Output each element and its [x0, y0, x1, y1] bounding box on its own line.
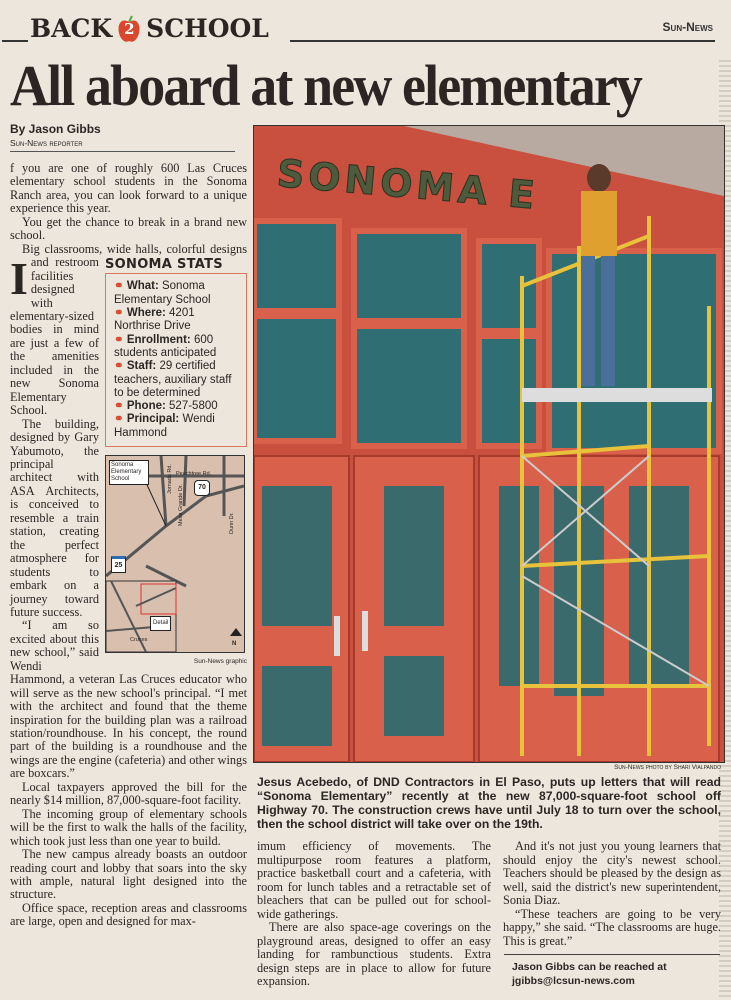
apple-bullet-icon: ⚭ [114, 360, 124, 373]
stats-value: Sonoma Elementary School [114, 280, 211, 306]
paragraph: “These teachers are going to be very happy,” she said. “The classrooms are huge. This is great.” [503, 906, 721, 948]
paragraph: Big classrooms, wide halls, colorful designs and restroom facilities designed with elementary-sized bodies in mind are just a few of the amenities included in the new Sonoma Elementary School. [10, 241, 247, 418]
photo-sign-text: SONOMA E [275, 151, 541, 218]
headline: All aboard at new elementary [10, 53, 642, 118]
apple-bullet-icon: ⚭ [114, 307, 124, 320]
photo-caption: Jesus Acebedo, of DND Contractors in El Paso, puts up letters that will read “Sonoma Elementary” recently at the new 87,000-square-foot school off Highway 70. The construction crews have until July 18 to turn over the school, then the school district will take over on the 19th. [257, 775, 721, 831]
header-rule [2, 40, 28, 42]
newspaper-name: Sun-News [662, 20, 713, 34]
apple-bullet-icon: ⚭ [114, 280, 124, 293]
map-road-label: Peachtree Rd. [176, 471, 212, 478]
end-rule [504, 954, 720, 955]
stats-label: Phone: [126, 400, 166, 413]
stats-item [114, 413, 240, 440]
byline-author: By Jason Gibbs [10, 122, 101, 136]
stats-item [114, 360, 240, 400]
apple-bullet-icon: ⚭ [114, 333, 124, 346]
sidebar [105, 258, 247, 672]
map-road-jornada-label: Jornada Rd. [167, 464, 173, 495]
stats-label: Principal: [126, 413, 180, 426]
paragraph: And it's not just you young learners that should enjoy the city's newest school. Teachers should be pleased by the design as well, said the district's new superintendent, Sonia Diaz. [503, 839, 721, 907]
kicker-school: SCHOOL [146, 14, 269, 43]
stats-label: What: [126, 280, 159, 293]
drop-cap: I [10, 253, 28, 304]
stats-label: Enrollment: [126, 333, 191, 346]
stats-item [114, 400, 240, 413]
paragraph: You get the chance to break in a brand new school. [10, 214, 247, 243]
photo [253, 125, 725, 763]
map-detail-label: Detail [150, 616, 171, 631]
paragraph: imum efficiency of movements. The multipurpose room features a platform, practice basketball court and a cafeteria, with room for lunch tables and a retractable set of bleachers that can be pulled out for school-wide gatherings. [257, 839, 491, 921]
paragraph: “I am so excited about this new school,” said Wendi Hammond, a veteran Las Cruces educator who will serve as the new school's principal. “I met with the architect and found that the theme inspiration for the building plan was a railroad station/roundhouse. In his concept, the round part of the building is a roundhouse and the wings are the engine (cafeteria) and other wings are boxcars.” [10, 618, 247, 781]
paragraph: f you are one of roughly 600 Las Cruces elementary school students in the Sonoma Ranch area, you can look forward to a unique experience this year. [10, 161, 247, 216]
stats-box [105, 273, 247, 447]
stats-label: Where: [126, 307, 166, 320]
apple-icon [117, 15, 141, 43]
byline-rule [10, 151, 235, 152]
apple-bullet-icon: ⚭ [114, 400, 124, 413]
stats-title: SONOMA STATS [105, 257, 223, 272]
article-column-1 [10, 162, 247, 929]
map-interstate-25: 25 [111, 556, 126, 573]
section-kicker [30, 14, 269, 43]
kicker-back: BACK [30, 14, 113, 43]
stats-value: 600 students anticipated [114, 333, 217, 359]
author-contact: Jason Gibbs can be reached at jgibbs@lcsun-news.com [512, 961, 667, 987]
map-school-label: Sonoma Elementary School [109, 460, 149, 485]
paragraph: There are also space-age coverings on the playground areas, designed to offer an easy landing for rambunctious students. Extra design steps are in place to allow for future expansion. [257, 920, 491, 988]
apple-bullet-icon: ⚭ [114, 413, 124, 426]
paragraph: The incoming group of elementary schools will be the first to walk the halls of the facility, which took just less than one year to build. [10, 806, 247, 848]
map-credit: Sun-News graphic [193, 658, 247, 666]
map-city-label: Cruces [130, 637, 148, 644]
stats-value: Wendi Hammond [114, 413, 215, 439]
paragraph: The building, designed by Gary Yabumoto, the principal architect with ASA Architects, is conceived to resemble a train station, creating the perfect atmosphere for students to embark on a journey toward future success. [10, 416, 99, 619]
north-arrow-label: N [232, 641, 237, 648]
byline-role: Sun-News reporter [10, 138, 83, 148]
header-rule [290, 40, 715, 42]
paragraph: The new campus already boasts an outdoor reading court and lobby that soars into the sky with ample, natural light designed into the structure. [10, 847, 247, 902]
stats-value: 527-5800 [169, 400, 218, 413]
photo-credit: Sun-News photo by Shari Vialpando [614, 764, 721, 771]
article-column-3 [503, 840, 721, 948]
paragraph: Local taxpayers approved the bill for the nearly $14 million, 87,000-square-foot facility. [10, 779, 247, 808]
apple-badge-number: 2 [124, 19, 135, 38]
map-highway-70: 70 [194, 480, 210, 496]
stats-item [114, 280, 240, 307]
stats-label: Staff: [126, 360, 157, 373]
paragraph: Office space, reception areas and classrooms are large, open and designed for max- [10, 900, 247, 929]
location-map [105, 455, 245, 653]
stats-value: 29 certified teachers, auxiliary staff to be determined [114, 360, 232, 399]
map-road-dunn-label: Dunn Dr. [229, 512, 235, 535]
stats-value: 4201 Northrise Drive [114, 307, 195, 333]
stats-item [114, 307, 240, 334]
stats-item [114, 334, 240, 361]
map-road-mesa-label: Mesa Grande Dr. [178, 484, 184, 527]
article-column-2 [257, 840, 491, 989]
